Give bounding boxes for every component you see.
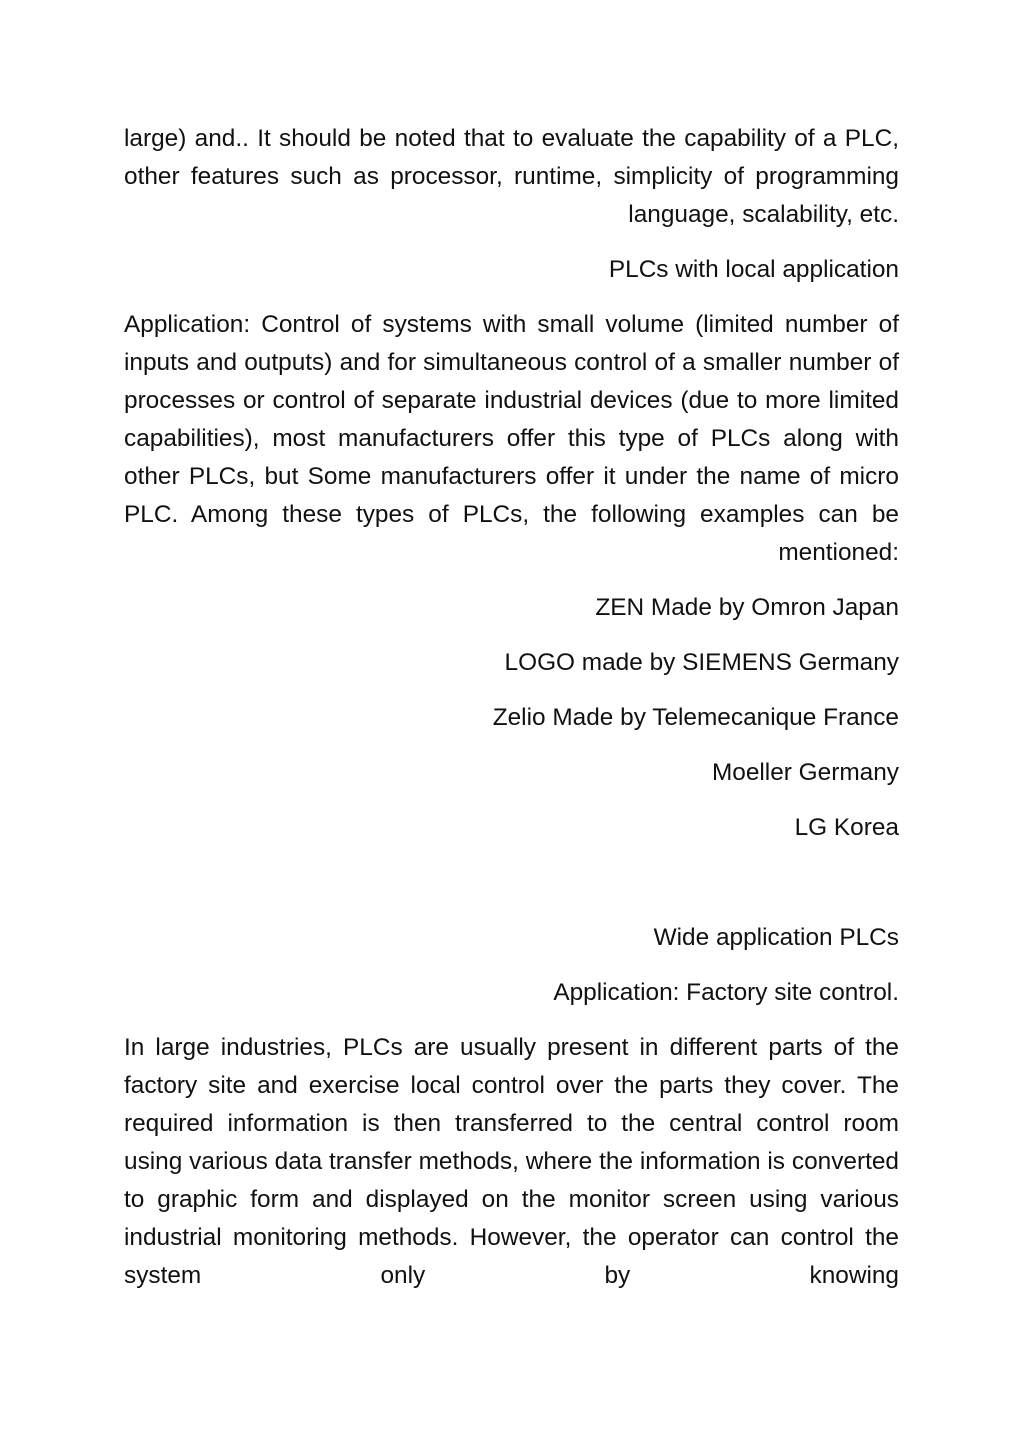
section-heading-wide: Wide application PLCs — [653, 924, 899, 951]
example-item: LOGO made by SIEMENS Germany — [504, 649, 899, 676]
example-item: LG Korea — [794, 814, 899, 841]
example-item: ZEN Made by Omron Japan — [595, 594, 899, 621]
industries-paragraph: In large industries, PLCs are usually present in different parts of the factory site and exercise local control over the parts they cover. The required information is then transferred to the central control room using various data transfer methods, where the information is converted to graphic form and displayed on the monitor screen using various industrial monitoring methods. However, the operator can control the system only by knowing — [124, 1034, 899, 1289]
example-item: Zelio Made by Telemecanique France — [492, 704, 899, 731]
wide-application-line: Application: Factory site control. — [553, 979, 899, 1006]
local-application-paragraph: Application: Control of systems with small volume (limited number of inputs and outputs) and for simultaneous control of a smaller number of processes or control of separate industrial devices (due to more limited capabilities), most manufacturers offer this type of PLCs along with other PLCs, but Some manufacturers offer it under the name of micro PLC. Among these types of PLCs, the following examples can be mentioned: — [124, 311, 899, 566]
blank-line — [124, 864, 899, 919]
intro-paragraph: large) and.. It should be noted that to evaluate the capability of a PLC, other features such as processor, runtime, simplicity of programming language, scalability, etc. — [124, 125, 899, 228]
example-item: Moeller Germany — [711, 759, 899, 786]
document-page — [124, 120, 899, 1312]
section-heading-local: PLCs with local application — [608, 256, 899, 283]
